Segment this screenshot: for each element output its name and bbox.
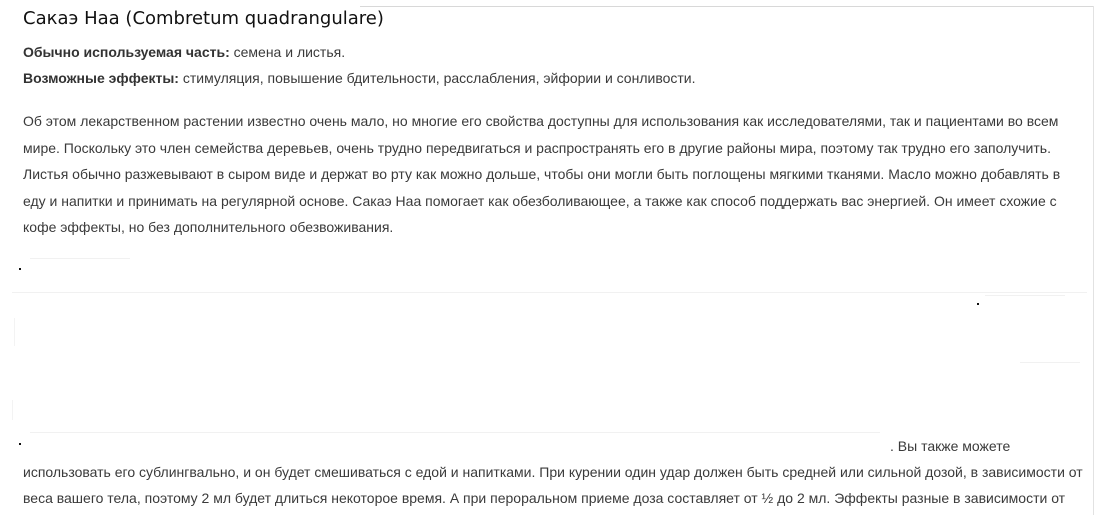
faint-line [1020,362,1080,363]
faint-line [30,432,880,433]
usage-line: использовать его сублингвально, и он будет смешиваться с едой и напитками. При курении один удар должен быть средней или сильной дозой, в зависимости от [23,464,1083,480]
stray-dot [19,443,21,445]
usage-line-fragment: . Вы также можете [890,438,1011,454]
faint-line [12,292,1087,293]
used-part-label: Обычно используемая часть: [23,44,230,60]
stray-dot [19,268,21,270]
top-divider [360,6,1094,7]
faint-line [14,318,15,346]
effects-label: Возможные эффекты: [23,70,179,86]
effects-line [23,69,696,87]
effects-value: стимуляция, повышение бдительности, расслабления, эйфории и сонливости. [178,70,696,86]
used-part-line [23,43,345,61]
used-part-value: семена и листья. [229,44,346,60]
stray-dot [977,303,979,305]
plant-heading: Сакаэ Наа (Combretum quadrangulare) [23,8,384,29]
faint-line [30,258,130,259]
faint-line [985,295,1065,296]
usage-line: веса вашего тела, поэтому 2 мл будет длиться некоторое время. А при пероральном приеме доза составляет от ½ до 2 мл. Эффекты разные в зависимости от [23,490,1066,506]
faint-line [12,400,13,420]
description-paragraph: Об этом лекарственном растении известно очень мало, но многие его свойства доступны для использования как исследователями, так и пациентами во всем мире. Поскольку это член семейства деревьев, очень трудно передвигаться и распространять его в другие районы мира, поэтому так трудно его заполучить. Листья обычно разжевывают в сыром виде и держат во рту как можно дольше, чтобы они могли быть поглощены мягкими тканями. Масло можно добавлять в еду и напитки и принимать на регулярной основе. Сакаэ Наа помогает как обезболивающее, а также как способ поддержать вас энергией. Он имеет схожие с кофе эффекты, но без дополнительного обезвоживания. [23,113,1061,235]
